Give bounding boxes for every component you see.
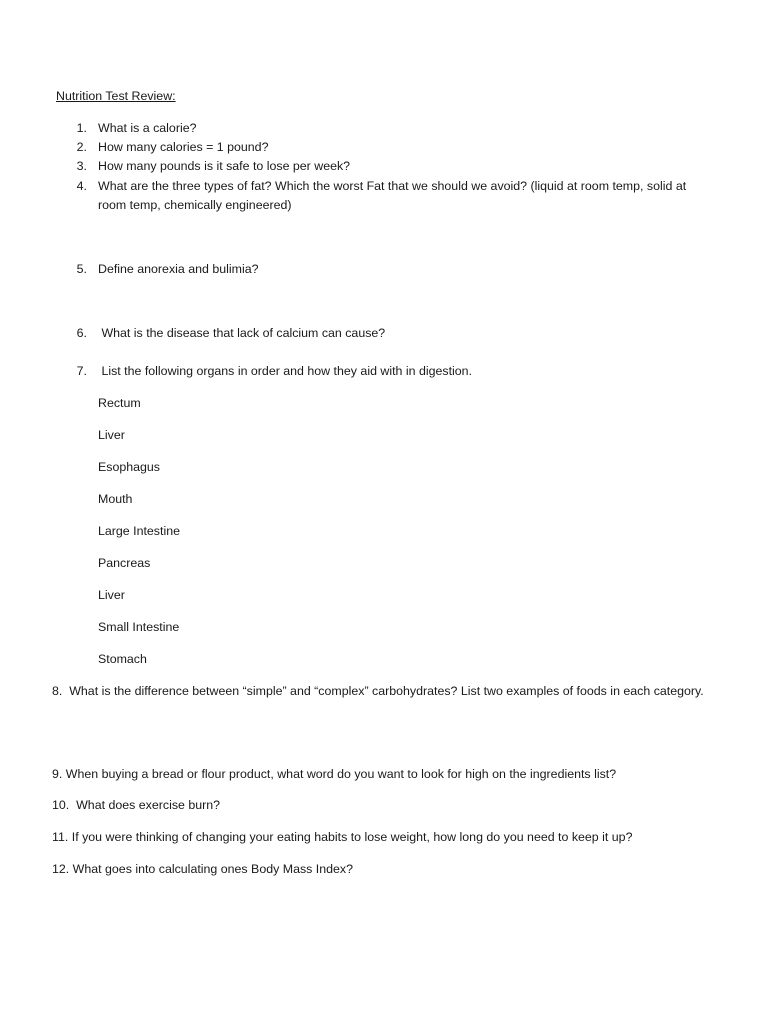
question-text: Define anorexia and bulimia?	[98, 262, 259, 276]
question-text: How many calories = 1 pound?	[98, 140, 269, 154]
question-10: 10. What does exercise burn?	[52, 798, 221, 812]
question-text: What is the disease that lack of calcium can cause?	[98, 326, 386, 340]
question-12: 12. What goes into calculating ones Body Mass Index?	[52, 862, 353, 876]
organ-item: Small Intestine	[98, 620, 180, 634]
question-11: 11. If you were thinking of changing your eating habits to lose weight, how long do you need to keep it up?	[52, 830, 633, 844]
organ-item: Rectum	[98, 396, 141, 410]
question-text: How many pounds is it safe to lose per week?	[98, 159, 351, 173]
question-number: 4.	[76, 179, 87, 193]
organ-item: Stomach	[98, 652, 147, 666]
question-text: List the following organs in order and how they aid with in digestion.	[98, 364, 473, 378]
organ-item: Liver	[98, 588, 125, 602]
question-text: What are the three types of fat? Which the worst Fat that we should we avoid? (liquid at room temp, solid at room temp, chemically engineered)	[98, 179, 687, 212]
organ-item: Esophagus	[98, 460, 161, 474]
question-number: 3.	[76, 159, 87, 173]
question-number: 5.	[76, 262, 87, 276]
question-8: 8. What is the difference between “simple” and “complex” carbohydrates? List two examples of foods in each category.	[52, 684, 704, 698]
organ-item: Large Intestine	[98, 524, 180, 538]
page-title: Nutrition Test Review:	[56, 89, 176, 103]
question-number: 2.	[76, 140, 87, 154]
organ-item: Pancreas	[98, 556, 151, 570]
question-number: 7.	[76, 364, 87, 378]
organ-item: Liver	[98, 428, 125, 442]
question-number: 6.	[76, 326, 87, 340]
question-text: What is a calorie?	[98, 121, 197, 135]
question-number: 1.	[76, 121, 87, 135]
organ-item: Mouth	[98, 492, 133, 506]
question-9: 9. When buying a bread or flour product, what word do you want to look for high on the ingredients list?	[52, 767, 617, 781]
